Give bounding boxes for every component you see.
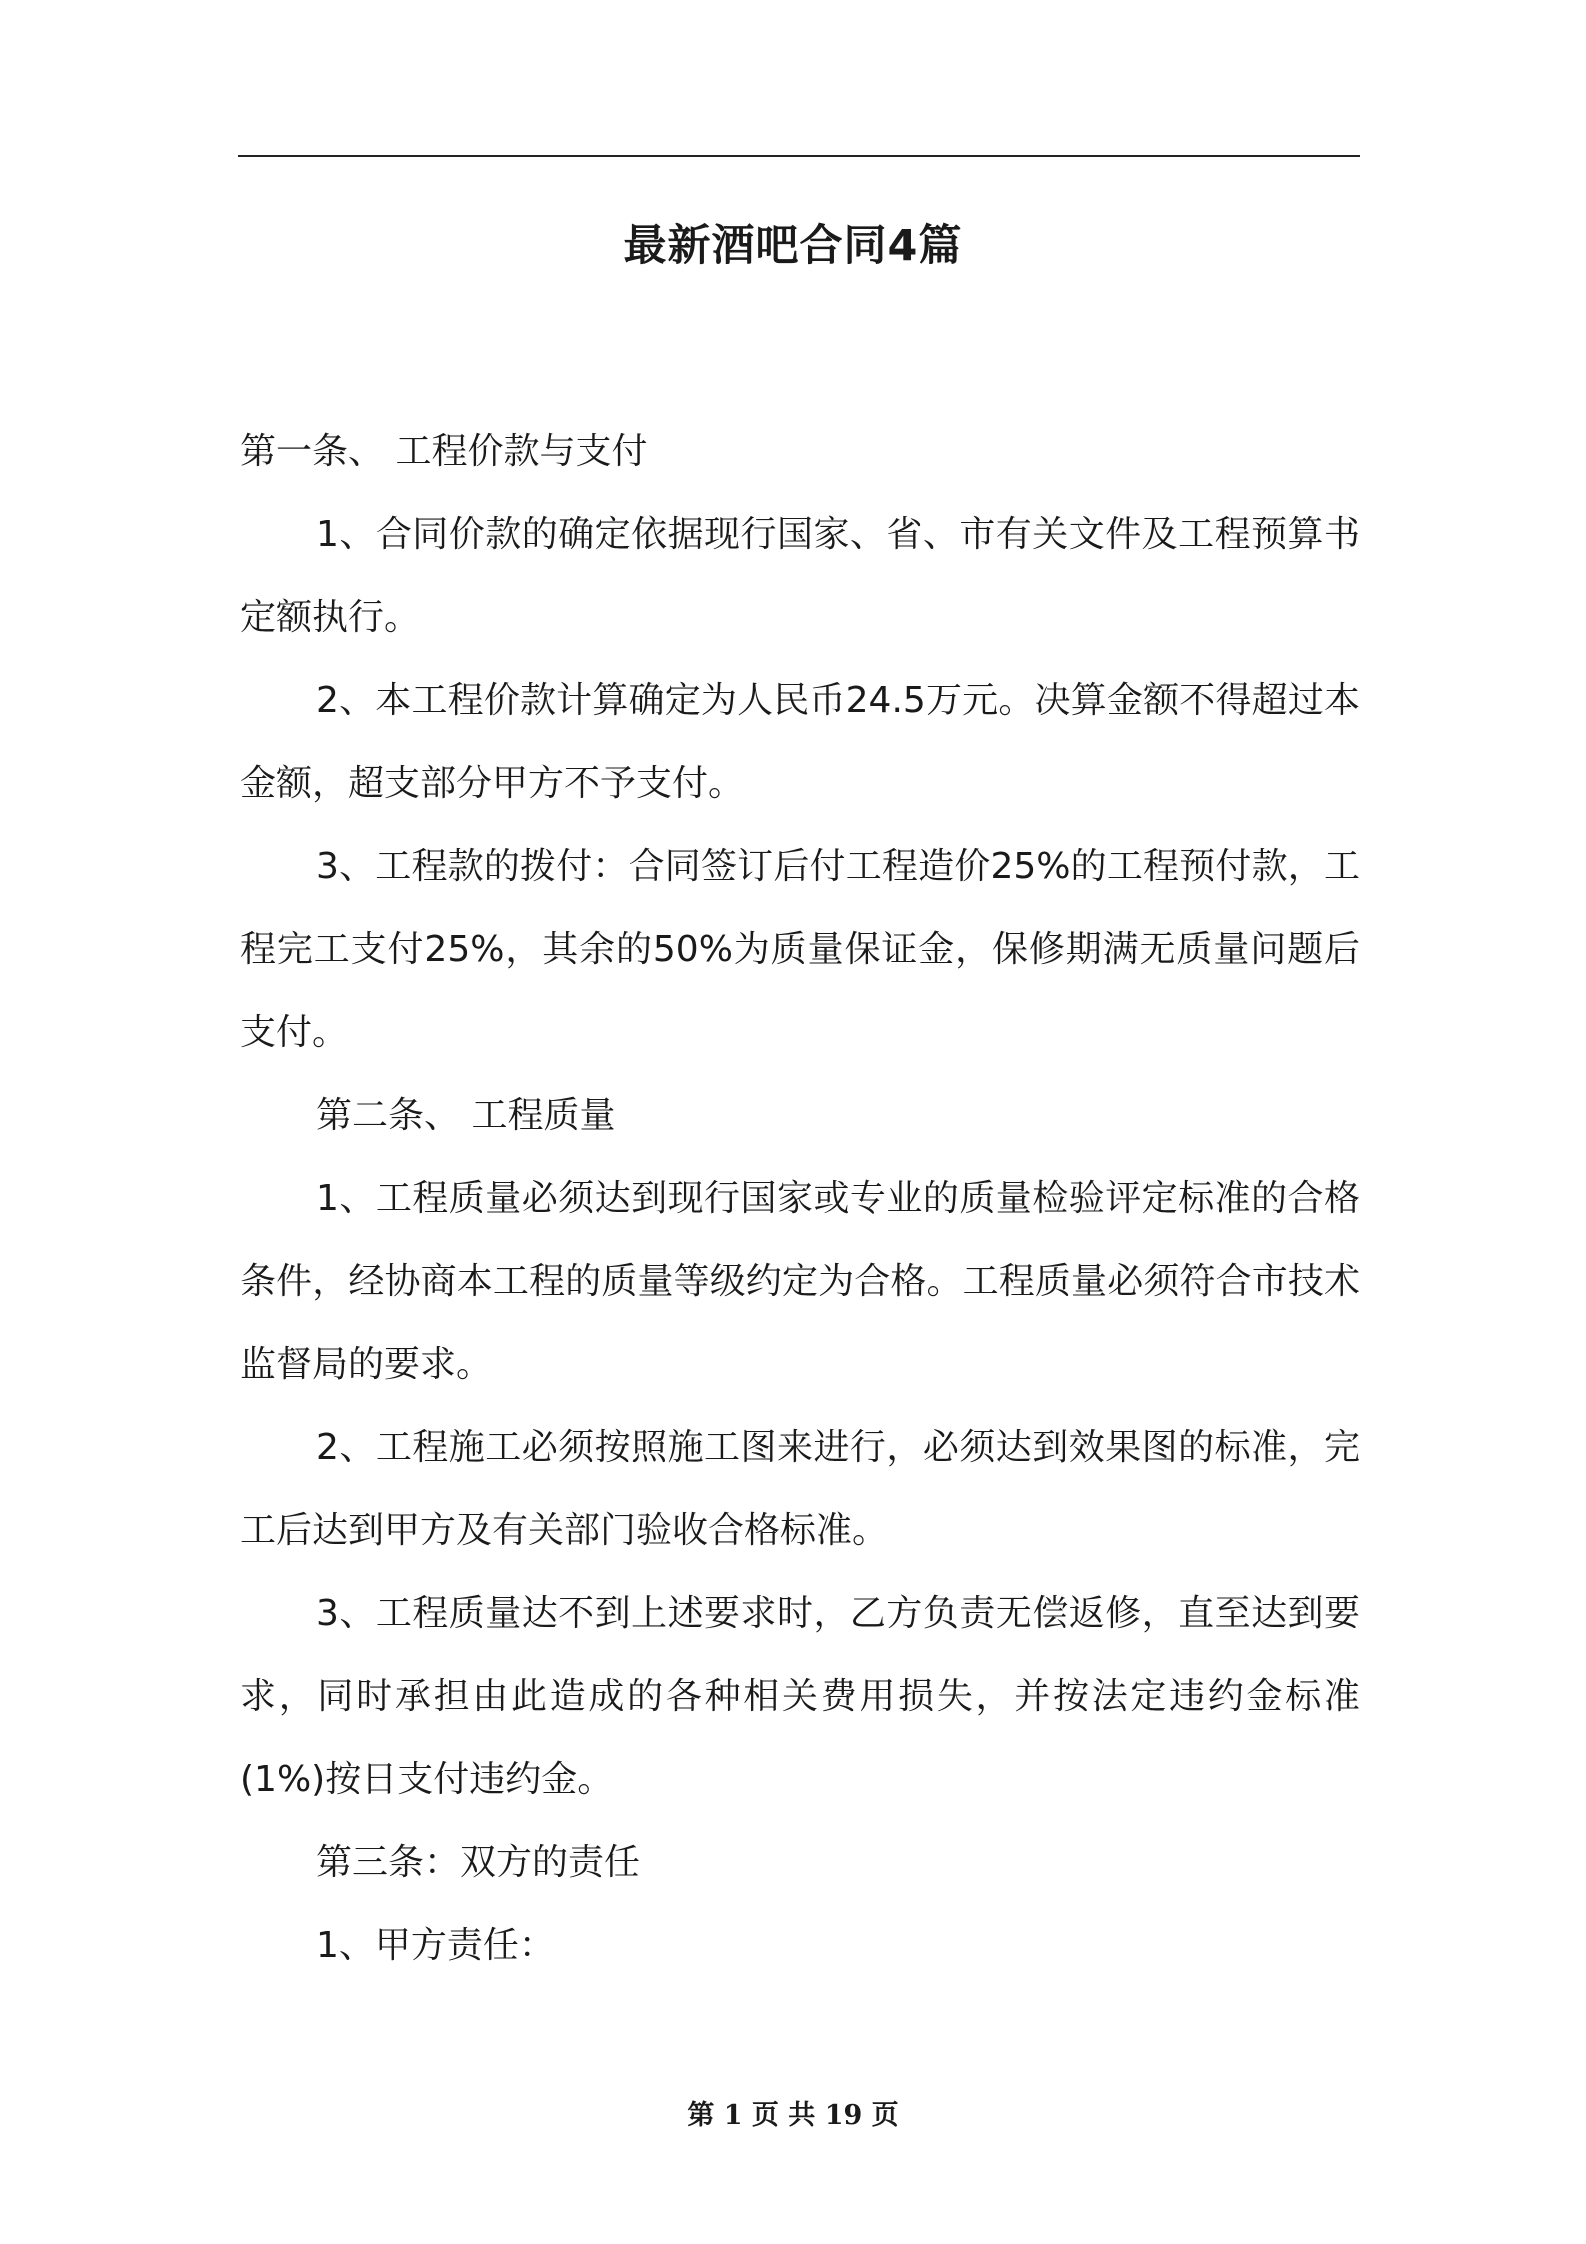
section-heading: 第三条：双方的责任 [316,1842,641,1883]
document-title: 最新酒吧合同4篇 [623,221,963,271]
paragraph: 1、合同价款的确定依据现行国家、省、市有关文件及工程预算书定额执行。 [240,514,1360,638]
header-rule [238,155,1360,157]
section-heading: 第二条、 工程质量 [316,1095,616,1136]
paragraph: 2、本工程价款计算确定为人民币24.5万元。决算金额不得超过本金额，超支部分甲方不予支付。 [240,680,1360,804]
section-heading: 第一条、 工程价款与支付 [240,431,648,472]
page-number-footer: 第 1 页 共 19 页 [687,2100,899,2131]
paragraph: 2、工程施工必须按照施工图来进行，必须达到效果图的标准，完工后达到甲方及有关部门验收合格标准。 [240,1427,1360,1551]
paragraph: 3、工程款的拨付：合同签订后付工程造价25%的工程预付款，工程完工支付25%，其余的50%为质量保证金，保修期满无质量问题后支付。 [240,846,1360,1053]
document-body [240,410,1360,1987]
paragraph: 1、工程质量必须达到现行国家或专业的质量检验评定标准的合格条件，经协商本工程的质量等级约定为合格。工程质量必须符合市技术监督局的要求。 [240,1178,1360,1385]
paragraph: 1、甲方责任： [316,1925,555,1966]
paragraph: 3、工程质量达不到上述要求时，乙方负责无偿返修，直至达到要求，同时承担由此造成的各种相关费用损失，并按法定违约金标准(1%)按日支付违约金。 [240,1593,1360,1800]
